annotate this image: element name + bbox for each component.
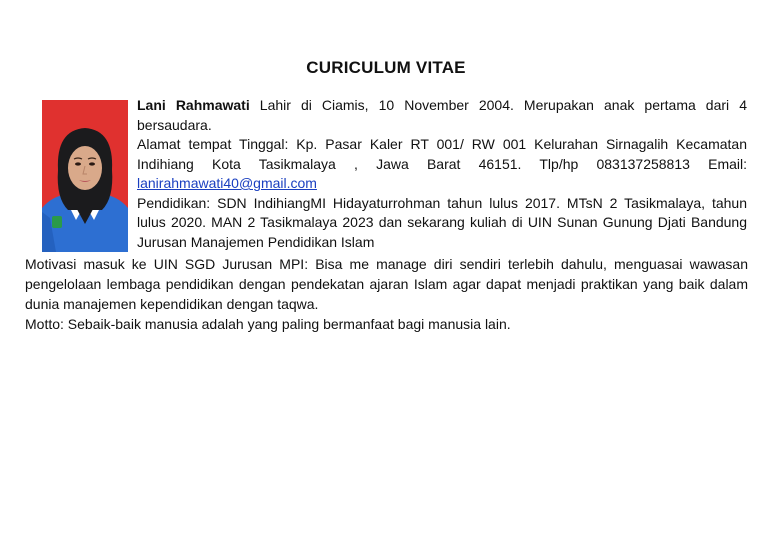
intro-text: Lahir di Ciamis, 10 November 2004. Merupakan anak pertama dari 4 bersaudara. xyxy=(137,97,747,133)
address-paragraph xyxy=(137,135,747,194)
education-paragraph: Pendidikan: SDN IndihiangMI Hidayaturrohman tahun lulus 2017. MTsN 2 Tasikmalaya, tahun lulus 2020. MAN 2 Tasikmalaya 2023 dan sekarang kuliah di UIN Sunan Gunung Djati Bandung Jurusan Manajemen Pendidikan Islam xyxy=(137,194,747,250)
motivation-paragraph: Motivasi masuk ke UIN SGD Jurusan MPI: Bisa me manage diri sendiri terlebih dahulu, menguasai wawasan pengelolaan lembaga pendidikan dengan pendekatan ajaran Islam agar dapat menjadi praktikan yang baik dalam dunia manajemen kependidikan dengan taqwa. xyxy=(25,256,748,312)
motto-paragraph: Motto: Sebaik-baik manusia adalah yang paling bermanfaat bagi manusia lain. xyxy=(25,316,511,332)
intro-paragraph xyxy=(137,96,747,135)
person-name: Lani Rahmawati xyxy=(137,97,250,113)
bio-section xyxy=(137,96,747,252)
document-title: CURICULUM VITAE xyxy=(306,58,466,77)
email-link[interactable]: lanirahmawati40@gmail.com xyxy=(137,175,317,191)
profile-photo xyxy=(42,100,128,252)
address-text: Alamat tempat Tinggal: Kp. Pasar Kaler RT 001/ RW 001 Kelurahan Sirnagalih Kecamatan Indihiang Kota Tasikmalaya , Jawa Barat 46151. Tlp/hp 083137258813 Email: xyxy=(137,136,747,172)
lower-section xyxy=(25,254,748,334)
